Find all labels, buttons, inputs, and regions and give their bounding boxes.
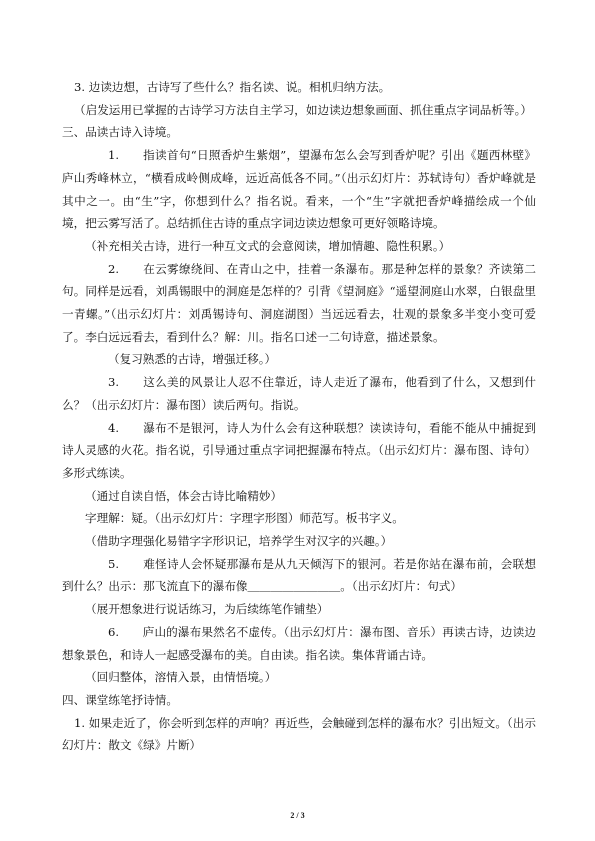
item-6-recite: 6. 庐山的瀑布果然名不虚传。（出示幻灯片：瀑布图、音乐）再读古诗，边读边想象景色，和诗人一起感受瀑布的美。自由读。指名读。集体背诵古诗。 bbox=[62, 624, 536, 662]
note-self-study-method: （启发运用已掌握的古诗学习方法自主学习，如边读边想象画面、抓住重点字词品析等。） bbox=[74, 102, 532, 117]
item-4-milky-way: 4. 瀑布不是银河，诗人为什么会有这种联想？读读诗句，看能不能从中捕捉到诗人灵感的火花。指名说，引导通过重点字词把握瀑布特点。（出示幻灯片：瀑布图、诗句）多形式练读。 bbox=[62, 420, 536, 480]
section-three-heading: 三、品读古诗入诗境。 bbox=[62, 125, 178, 140]
note-return-whole: （回归整体，溶情入景，由情悟境。） bbox=[85, 670, 277, 685]
page-number: 2 / 3 bbox=[290, 811, 305, 820]
step-3-read-and-think: 3. 边读边想，古诗写了些什么？指名读、说。相机归纳方法。 bbox=[74, 80, 391, 94]
item-5-imagination: 5. 难怪诗人会怀疑那瀑布是从九天倾泻下的银河。若是你站在瀑布前，会联想到什么？出示：那飞流直下的瀑布像＿＿＿＿＿＿＿＿。（出示幻灯片：句式） bbox=[62, 556, 536, 594]
character-explanation: 字理解：疑。（出示幻灯片：字理字形图）师范写。板书字义。 bbox=[85, 511, 404, 526]
note-self-reading: （通过自读自悟，体会古诗比喻精妙） bbox=[85, 488, 283, 503]
item-3-approach-waterfall: 3. 这么美的风景让人忍不住靠近，诗人走近了瀑布，他看到了什么，又想到什么？（出示幻灯片：瀑布图）读后两句。指说。 bbox=[62, 375, 536, 412]
note-speaking-practice: （展开想象进行说话练习，为后续练笔作铺垫） bbox=[85, 602, 329, 617]
lesson-plan-body bbox=[62, 76, 536, 757]
note-supplementary-poems: （补充相关古诗，进行一种互文式的会意阅读，增加情趣、隐性积累。） bbox=[85, 238, 451, 253]
note-character-learning: （借助字理强化易错字字形识记，培养学生对汉字的兴趣。） bbox=[85, 534, 393, 549]
item-1-first-line: 1. 指读首句“日照香炉生紫烟”，望瀑布怎么会写到香炉呢？引出《题西林壁》庐山秀峰林立，“横看成岭侧成峰，远近高低各不同。”（出示幻灯片：苏轼诗句）香炉峰就是其中之一。由“生”字，你想到什么？指名说。看来，一个“生”字就把香炉峰描绘成一个仙境，把云雾写活了。总结抓住古诗的重点字词边读边想象可更好领略诗境。 bbox=[62, 148, 536, 231]
item-2-second-line: 2. 在云雾缭绕间、在青山之中，挂着一条瀑布。那是种怎样的景象？齐读第二句。同样是远看，刘禹锡眼中的洞庭是怎样的？引背《望洞庭》“遥望洞庭山水翠，白银盘里一青螺。”（出示幻灯片：刘禹锡诗句、洞庭湖图）当远远看去，壮观的景象多半变小变可爱了。李白远远看去，看到什么？解：川。指名口述一二句诗意，描述景象。 bbox=[62, 261, 536, 344]
writing-item-1: 1. 如果走近了，你会听到怎样的声响？再近些，会触碰到怎样的瀑布水？引出短文。（出示幻灯片：散文《绿》片断） bbox=[62, 715, 536, 753]
note-review-poems: （复习熟悉的古诗，增强迁移。） bbox=[108, 352, 277, 367]
section-four-heading: 四、课堂练笔抒诗情。 bbox=[62, 692, 178, 707]
